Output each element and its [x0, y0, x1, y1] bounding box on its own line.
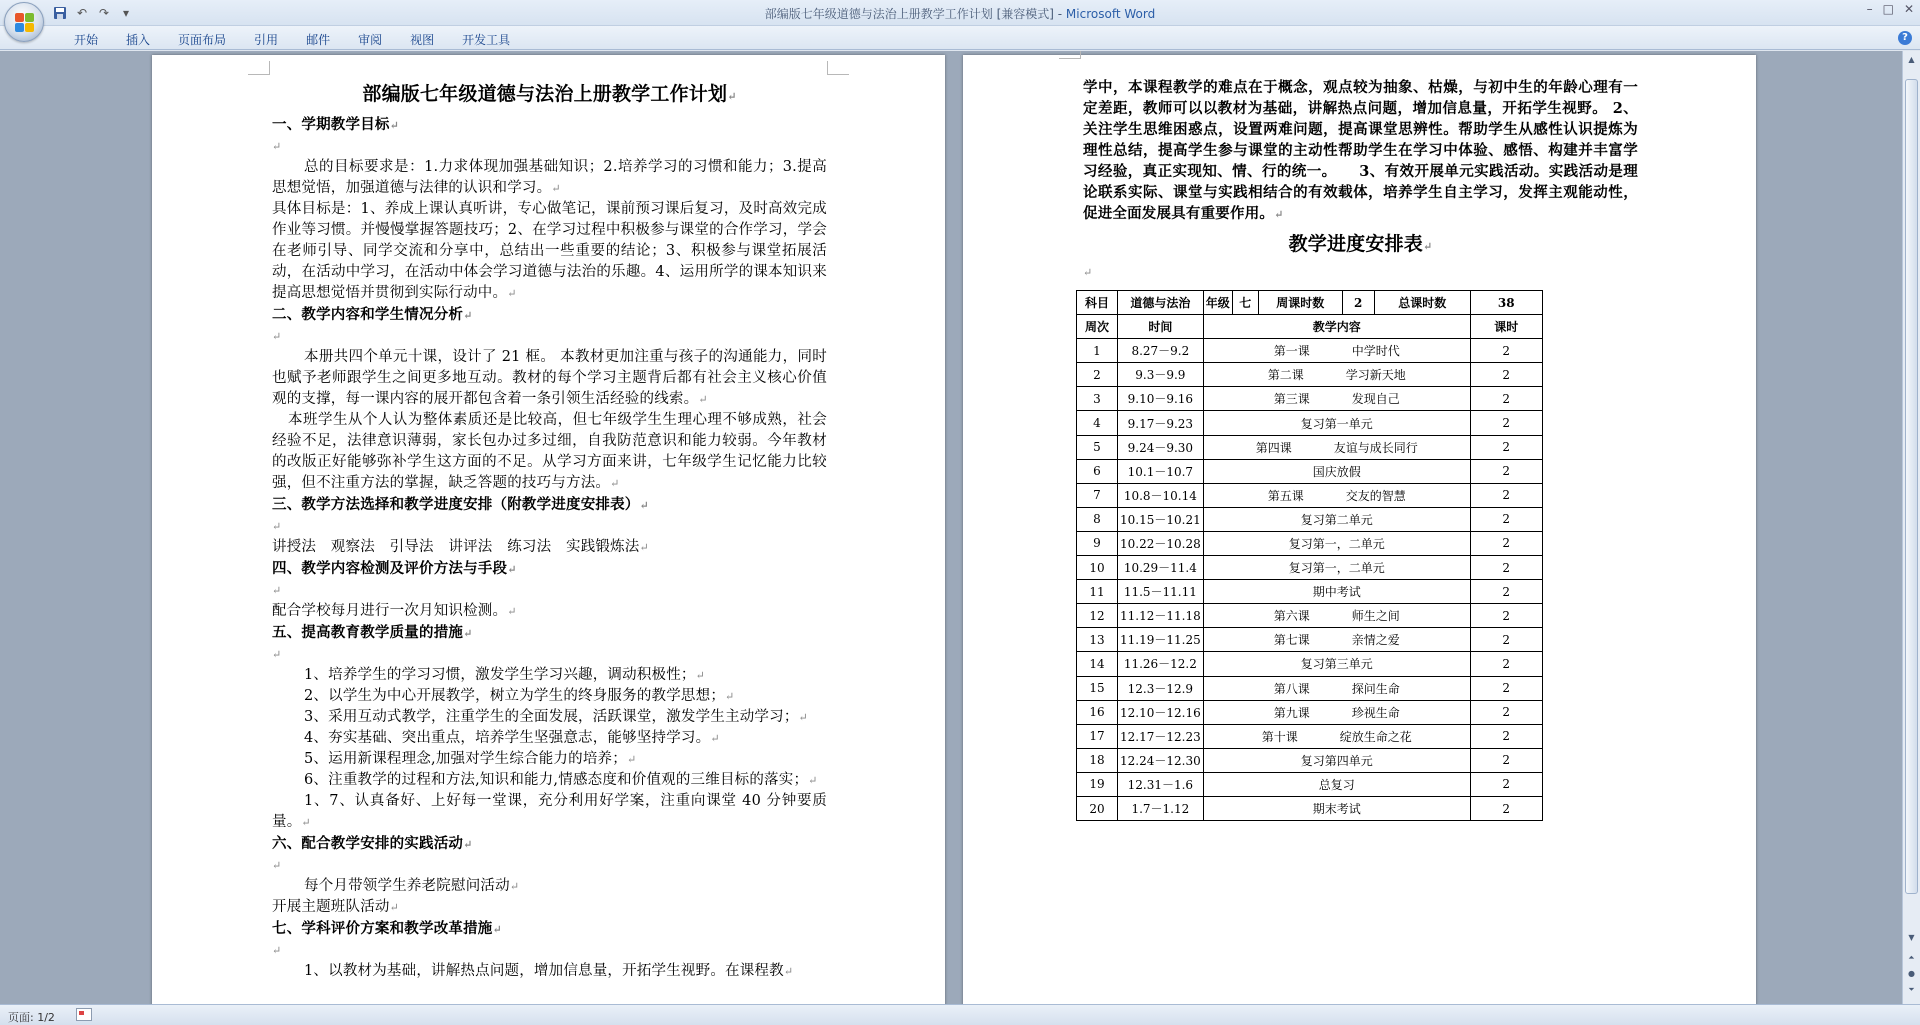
- next-page-icon[interactable]: ⏷: [1908, 985, 1915, 994]
- table-row: [1077, 556, 1543, 580]
- paragraph-mark: ↵: [463, 627, 473, 640]
- select-browse-object-icon[interactable]: ●: [1908, 969, 1915, 978]
- lesson-title: 交友的智慧: [1345, 488, 1406, 503]
- week-cell[interactable]: 16: [1077, 700, 1118, 724]
- office-button[interactable]: [4, 2, 44, 42]
- paragraph-mark: ↵: [783, 965, 794, 978]
- content-cell[interactable]: [1203, 580, 1470, 604]
- header-cell[interactable]: 七: [1232, 291, 1258, 315]
- page-1-body: [272, 79, 827, 982]
- office-logo-icon: [15, 13, 35, 33]
- tab-references[interactable]: 引用: [254, 33, 279, 47]
- lesson-title: 珍视生命: [1351, 705, 1400, 720]
- body-paragraph: [272, 707, 827, 728]
- lesson-title: 绽放生命之花: [1339, 729, 1412, 744]
- lesson-title: 中学时代: [1351, 344, 1400, 359]
- hours-cell[interactable]: 2: [1470, 676, 1542, 700]
- table-header-row: [1077, 291, 1543, 315]
- week-cell[interactable]: 20: [1077, 796, 1118, 820]
- week-cell[interactable]: 3: [1077, 387, 1118, 411]
- lesson-number: 第八课: [1273, 681, 1310, 696]
- empty-paragraph: [272, 326, 827, 347]
- title-text: 部编版七年级道德与法治上册教学工作计划: [362, 83, 728, 105]
- paragraph-text: 1、以教材为基础，讲解热点问题，增加信息量，开拓学生视野。在课程教: [304, 963, 784, 979]
- week-cell[interactable]: 6: [1077, 459, 1118, 483]
- paragraph-mark: ↵: [272, 859, 282, 872]
- content-cell[interactable]: [1203, 652, 1470, 676]
- paragraph-text: 3、采用互动式教学，注重学生的全面发展，活跃课堂，激发学生主动学习；: [304, 709, 799, 725]
- content-cell[interactable]: [1203, 411, 1470, 435]
- empty-paragraph: [272, 580, 827, 601]
- content-cell[interactable]: [1203, 459, 1470, 483]
- week-cell[interactable]: 2: [1077, 363, 1118, 387]
- header-cell[interactable]: 年级: [1203, 291, 1232, 315]
- schedule-title-text: 教学进度安排表: [1288, 233, 1423, 255]
- time-cell[interactable]: 12.17－12.23: [1118, 724, 1204, 748]
- paragraph-mark: ↵: [808, 774, 818, 787]
- macro-recording-icon[interactable]: [76, 1008, 92, 1021]
- time-cell[interactable]: 9.3－9.9: [1118, 363, 1204, 387]
- lesson-number: 期中考试: [1312, 585, 1361, 600]
- document-title-heading: [272, 79, 827, 112]
- paragraph-mark: ↵: [639, 541, 649, 554]
- body-paragraph: [272, 199, 827, 304]
- time-cell[interactable]: 9.17－9.23: [1118, 411, 1204, 435]
- section-heading: [272, 622, 827, 644]
- week-cell[interactable]: 5: [1077, 435, 1118, 459]
- table-row: [1077, 748, 1543, 772]
- hours-cell[interactable]: 2: [1470, 531, 1542, 555]
- content-cell[interactable]: [1203, 339, 1470, 363]
- customize-qat-icon[interactable]: ▾: [122, 6, 130, 20]
- week-cell[interactable]: 10: [1077, 556, 1118, 580]
- hours-cell[interactable]: 2: [1470, 796, 1542, 820]
- paragraph-mark: ↵: [492, 923, 502, 936]
- week-cell[interactable]: 1: [1077, 339, 1118, 363]
- lesson-title: 学习新天地: [1345, 368, 1406, 383]
- content-cell[interactable]: [1203, 628, 1470, 652]
- paragraph-mark: ↵: [272, 520, 282, 533]
- content-cell[interactable]: [1203, 363, 1470, 387]
- table-row: [1077, 628, 1543, 652]
- lesson-title: 亲情之爱: [1351, 633, 1400, 648]
- tab-mailings[interactable]: 邮件: [306, 33, 331, 47]
- content-cell[interactable]: [1203, 435, 1470, 459]
- tab-home[interactable]: 开始: [74, 33, 99, 47]
- time-cell[interactable]: 10.1－10.7: [1118, 459, 1204, 483]
- paragraph-text: 四、教学内容检测及评价方法与手段: [272, 560, 508, 577]
- body-paragraph: [272, 410, 827, 494]
- minimize-button[interactable]: –: [1866, 2, 1873, 16]
- table-row: [1077, 796, 1543, 820]
- week-cell[interactable]: 18: [1077, 748, 1118, 772]
- paragraph-mark: ↵: [1083, 266, 1093, 279]
- time-cell[interactable]: 10.22－10.28: [1118, 531, 1204, 555]
- time-cell[interactable]: 10.29－11.4: [1118, 556, 1204, 580]
- paragraph-mark: ↵: [1422, 240, 1433, 253]
- paragraph-mark: ↵: [610, 477, 620, 490]
- body-paragraph: [272, 791, 827, 833]
- time-cell[interactable]: 9.10－9.16: [1118, 387, 1204, 411]
- content-cell[interactable]: [1203, 772, 1470, 796]
- paragraph-mark: ↵: [272, 330, 282, 343]
- title-bar: [0, 0, 1920, 26]
- content-cell[interactable]: [1203, 483, 1470, 507]
- hours-cell[interactable]: 2: [1470, 363, 1542, 387]
- content-cell[interactable]: [1203, 604, 1470, 628]
- paragraph-mark: ↵: [551, 182, 561, 195]
- paragraph-mark: ↵: [710, 732, 720, 745]
- help-icon[interactable]: ?: [1898, 31, 1912, 45]
- body-paragraph: [272, 601, 827, 622]
- lesson-number: 复习第三单元: [1300, 657, 1373, 672]
- body-paragraph: [272, 728, 827, 749]
- paragraph-text: 本册共四个单元十课，设计了 21 框。 本教材更加注重与孩子的沟通能力，同时也赋予老师跟学生之间更多地互动。教材的每个学习主题背后都有社会主义核心价值观的支撑，每一课内容的展开都包含着一条引领生活经验的线索。: [272, 349, 827, 407]
- paragraph-mark: ↵: [626, 753, 637, 766]
- body-paragraph: [272, 961, 827, 982]
- time-cell[interactable]: 10.8－10.14: [1118, 483, 1204, 507]
- table-row: [1077, 772, 1543, 796]
- week-cell[interactable]: 17: [1077, 724, 1118, 748]
- body-paragraph: [272, 537, 827, 558]
- time-cell[interactable]: 8.27－9.2: [1118, 339, 1204, 363]
- table-row: [1077, 363, 1543, 387]
- page-count[interactable]: 页面: 1/2: [8, 1011, 55, 1024]
- tab-developer[interactable]: 开发工具: [462, 33, 511, 47]
- paragraph-text: 一、学期教学目标: [272, 116, 390, 133]
- maximize-button[interactable]: □: [1882, 2, 1894, 16]
- window-controls: [1867, 2, 1914, 16]
- table-row: [1077, 700, 1543, 724]
- paragraph-text: 本班学生从个人认为整体素质还是比较高，但七年级学生生理心理不够成熟，社会经验不足，法律意识薄弱，家长包办过多过细，自我防范意识和能力较弱。今年教材的改版正好能够弥补学生这方面的不足。从学习方面来讲，七年级学生记忆能力比较强，但不注重方法的掌握，缺乏答题的技巧与方法。: [272, 412, 827, 491]
- paragraph-text: 开展主题班队活动: [272, 899, 390, 915]
- lesson-title: 友谊与成长同行: [1333, 440, 1418, 455]
- window-title: [0, 5, 1920, 22]
- header-cell[interactable]: 科目: [1077, 291, 1118, 315]
- empty-paragraph: [272, 136, 827, 157]
- header-cell[interactable]: 课时: [1470, 315, 1542, 339]
- paragraph-mark: ↵: [463, 309, 473, 322]
- paragraph-mark: ↵: [272, 944, 282, 957]
- paragraph-text: 1、7、认真备好、上好每一堂课，充分利用好学案，注重向课堂 40 分钟要质量。: [272, 793, 827, 830]
- section-heading: [272, 833, 827, 855]
- hours-cell[interactable]: 2: [1470, 652, 1542, 676]
- time-cell[interactable]: 11.12－11.18: [1118, 604, 1204, 628]
- week-cell[interactable]: 12: [1077, 604, 1118, 628]
- hours-cell[interactable]: 2: [1470, 387, 1542, 411]
- crop-mark: [1059, 51, 1081, 59]
- paragraph-text: 6、注重教学的过程和方法,知识和能力,情感态度和价值观的三维目标的落实；: [304, 772, 809, 788]
- content-cell[interactable]: [1203, 507, 1470, 531]
- body-paragraph: [272, 897, 827, 918]
- content-cell[interactable]: [1203, 676, 1470, 700]
- time-cell[interactable]: 10.15－10.21: [1118, 507, 1204, 531]
- app-name: Microsoft Word: [1065, 7, 1156, 21]
- tab-view[interactable]: 视图: [410, 33, 435, 47]
- body-paragraph: [272, 749, 827, 770]
- paragraph-mark: ↵: [727, 90, 737, 103]
- week-cell[interactable]: 4: [1077, 411, 1118, 435]
- week-cell[interactable]: 15: [1077, 676, 1118, 700]
- hours-cell[interactable]: 2: [1470, 411, 1542, 435]
- table-row: [1077, 387, 1543, 411]
- table-row: [1077, 676, 1543, 700]
- hours-cell[interactable]: 2: [1470, 483, 1542, 507]
- week-cell[interactable]: 19: [1077, 772, 1118, 796]
- paragraph-mark: ↵: [272, 140, 282, 153]
- header-cell[interactable]: 38: [1470, 291, 1542, 315]
- scroll-up-icon[interactable]: ▲: [1908, 55, 1915, 64]
- lesson-number: 复习第一单元: [1300, 416, 1373, 431]
- crop-mark: [248, 61, 270, 75]
- hours-cell[interactable]: 2: [1470, 580, 1542, 604]
- time-cell[interactable]: 1.7－1.12: [1118, 796, 1204, 820]
- lesson-number: 第三课: [1273, 392, 1310, 407]
- tab-page-layout[interactable]: 页面布局: [178, 33, 227, 47]
- content-cell[interactable]: [1203, 796, 1470, 820]
- time-cell[interactable]: 12.31－1.6: [1118, 772, 1204, 796]
- continued-paragraph: [1083, 77, 1638, 225]
- document-workspace: [0, 51, 1902, 1004]
- content-cell[interactable]: [1203, 531, 1470, 555]
- paragraph-mark: ↵: [463, 838, 473, 851]
- tab-review[interactable]: 审阅: [358, 33, 383, 47]
- hours-cell[interactable]: 2: [1470, 459, 1542, 483]
- empty-paragraph: [1083, 262, 1638, 283]
- section-heading: [272, 558, 827, 580]
- paragraph-mark: ↵: [725, 690, 735, 703]
- header-cell[interactable]: 道德与法治: [1118, 291, 1204, 315]
- lesson-number: 复习第二单元: [1300, 512, 1373, 527]
- paragraph-mark: ↵: [798, 711, 808, 724]
- hours-cell[interactable]: 2: [1470, 772, 1542, 796]
- document-title: 部编版七年级道德与法治上册教学工作计划 [兼容模式] -: [764, 7, 1066, 21]
- content-cell[interactable]: [1203, 556, 1470, 580]
- time-cell[interactable]: 9.24－9.30: [1118, 435, 1204, 459]
- paragraph-text: 讲授法 观察法 引导法 讲评法 练习法 实践锻炼法: [272, 539, 640, 555]
- paragraph-mark: ↵: [389, 119, 400, 132]
- ribbon-tabs: [60, 29, 524, 50]
- hours-cell[interactable]: 2: [1470, 339, 1542, 363]
- section-heading: [272, 494, 827, 516]
- paragraph-text: 2、以学生为中心开展教学，树立为学生的终身服务的教学思想；: [304, 688, 726, 704]
- table-header-row: [1077, 315, 1543, 339]
- hours-cell[interactable]: 2: [1470, 724, 1542, 748]
- hours-cell[interactable]: 2: [1470, 556, 1542, 580]
- table-row: [1077, 459, 1543, 483]
- empty-paragraph: [272, 644, 827, 665]
- section-heading: [272, 304, 827, 326]
- table-row: [1077, 652, 1543, 676]
- time-cell[interactable]: 11.26－12.2: [1118, 652, 1204, 676]
- lesson-title: 探问生命: [1351, 681, 1400, 696]
- body-paragraph: [272, 770, 827, 791]
- scroll-down-icon[interactable]: ▼: [1908, 933, 1915, 942]
- header-cell[interactable]: 2: [1342, 291, 1374, 315]
- paragraph-text: 总的目标要求是：1.力求体现加强基础知识；2.培养学习的习惯和能力；3.提高思想觉悟，加强道德与法律的认识和学习。: [272, 159, 827, 196]
- paragraph-mark: ↵: [507, 287, 517, 300]
- paragraph-mark: ↵: [509, 880, 520, 893]
- document-page-1[interactable]: [152, 55, 945, 1004]
- previous-page-icon[interactable]: ⏶: [1908, 953, 1915, 962]
- empty-paragraph: [272, 855, 827, 876]
- hours-cell[interactable]: 2: [1470, 748, 1542, 772]
- paragraph-text: 三、教学方法选择和教学进度安排（附教学进度安排表）: [272, 496, 640, 513]
- lesson-number: 复习第一，二单元: [1288, 561, 1385, 576]
- week-cell[interactable]: 11: [1077, 580, 1118, 604]
- paragraph-mark: ↵: [698, 393, 708, 406]
- paragraph-mark: ↵: [639, 499, 649, 512]
- lesson-title: 发现自己: [1351, 392, 1400, 407]
- hours-cell[interactable]: 2: [1470, 628, 1542, 652]
- paragraph-text: 每个月带领学生养老院慰问活动: [304, 878, 510, 894]
- lesson-number: 复习第一，二单元: [1288, 536, 1385, 551]
- table-row: [1077, 531, 1543, 555]
- week-cell[interactable]: 14: [1077, 652, 1118, 676]
- paragraph-text: 4、夯实基础、突出重点，培养学生坚强意志，能够坚持学习。: [304, 730, 711, 746]
- body-paragraph: [272, 876, 827, 897]
- week-cell[interactable]: 8: [1077, 507, 1118, 531]
- content-cell[interactable]: [1203, 387, 1470, 411]
- lesson-number: 第二课: [1267, 368, 1304, 383]
- table-row: [1077, 483, 1543, 507]
- paragraph-mark: ↵: [272, 648, 282, 661]
- status-bar: [0, 1004, 1920, 1025]
- empty-paragraph: [272, 940, 827, 961]
- paragraph-mark: ↵: [507, 563, 517, 576]
- lesson-number: 第一课: [1273, 344, 1310, 359]
- lesson-number: 总复习: [1318, 777, 1355, 792]
- lesson-number: 第七课: [1273, 633, 1310, 648]
- week-cell[interactable]: 7: [1077, 483, 1118, 507]
- header-cell[interactable]: 周课时数: [1258, 291, 1342, 315]
- vertical-scrollbar[interactable]: [1902, 51, 1920, 1004]
- paragraph-mark: ↵: [1274, 208, 1284, 221]
- tab-insert[interactable]: 插入: [126, 33, 151, 47]
- body-paragraph: [272, 686, 827, 707]
- lesson-number: 第五课: [1267, 488, 1304, 503]
- section-heading: [272, 918, 827, 940]
- empty-paragraph: [272, 516, 827, 537]
- body-paragraph: [272, 347, 827, 410]
- lesson-number: 复习第四单元: [1300, 753, 1373, 768]
- header-cell[interactable]: 教学内容: [1203, 315, 1470, 339]
- paragraph-text: 1、培养学生的学习习惯，激发学生学习兴趣，调动积极性；: [304, 667, 696, 683]
- lesson-number: 第九课: [1273, 705, 1310, 720]
- hours-cell[interactable]: 2: [1470, 507, 1542, 531]
- lesson-number: 期末考试: [1312, 802, 1361, 817]
- hours-cell[interactable]: 2: [1470, 700, 1542, 724]
- paragraph-text: 七、学科评价方案和教学改革措施: [272, 920, 493, 937]
- section-heading: [272, 114, 827, 136]
- ribbon: [0, 26, 1920, 50]
- schedule-body: [1077, 339, 1543, 821]
- table-row: [1077, 339, 1543, 363]
- header-cell[interactable]: 时间: [1118, 315, 1204, 339]
- paragraph-mark: ↵: [507, 605, 517, 618]
- time-cell[interactable]: 12.24－12.30: [1118, 748, 1204, 772]
- undo-icon[interactable]: ↶: [76, 6, 88, 20]
- paragraph-text: 配合学校每月进行一次月知识检测。: [272, 603, 508, 619]
- paragraph-mark: ↵: [389, 901, 400, 914]
- lesson-title: 师生之间: [1351, 609, 1400, 624]
- body-paragraph: [272, 157, 827, 199]
- paragraph-mark: ↵: [272, 584, 282, 597]
- schedule-table: [1076, 290, 1543, 821]
- time-cell[interactable]: 12.10－12.16: [1118, 700, 1204, 724]
- paragraph-text: 具体目标是：1、养成上课认真听讲，专心做笔记，课前预习课后复习，及时高效完成作业等习惯。并慢慢掌握答题技巧；2、在学习过程中积极参与课堂的合作学习，学会在老师引导、同学交流和分享中，总结出一些重要的结论；3、积极参与课堂拓展活动，在活动中学习，在活动中体会学习道德与法治的乐趣。4、运用所学的课本知识来提高思想觉悟并贯彻到实际行动中。: [272, 201, 827, 301]
- content-cell[interactable]: [1203, 724, 1470, 748]
- week-cell[interactable]: 13: [1077, 628, 1118, 652]
- paragraph-text: 六、配合教学安排的实践活动: [272, 835, 464, 852]
- redo-icon[interactable]: ↷: [98, 6, 110, 20]
- document-page-2[interactable]: [963, 55, 1756, 1004]
- continued-paragraph-text: 学中，本课程教学的难点在于概念，观点较为抽象、枯燥，与初中生的年龄心理有一定差距，教师可以以教材为基础，讲解热点问题，增加信息量，开拓学生视野。 2、关注学生思维困惑点，设置两难问题，提高课堂思辨性。帮助学生从感性认识提炼为理性总结，提高学生参与课堂的主动性帮助学生在学习中体验、感悟、构建并丰富学习经验，真正实现知、情、行的统一。 3、有效开展单元实践活动。实践活动是理论联系实际、课堂与实践相结合的有效载体，培养学生自主学习，发挥主观能动性，促进全面发展具有重要作用。: [1083, 79, 1638, 222]
- crop-mark: [827, 61, 849, 75]
- week-cell[interactable]: 9: [1077, 531, 1118, 555]
- content-cell[interactable]: [1203, 700, 1470, 724]
- table-row: [1077, 435, 1543, 459]
- lesson-number: 国庆放假: [1312, 464, 1361, 479]
- schedule-title: [1083, 229, 1638, 262]
- time-cell[interactable]: 12.3－12.9: [1118, 676, 1204, 700]
- table-row: [1077, 604, 1543, 628]
- body-paragraph: [272, 665, 827, 686]
- table-row: [1077, 580, 1543, 604]
- time-cell[interactable]: 11.5－11.11: [1118, 580, 1204, 604]
- header-cell[interactable]: 总课时数: [1374, 291, 1470, 315]
- content-cell[interactable]: [1203, 748, 1470, 772]
- table-row: [1077, 411, 1543, 435]
- header-cell[interactable]: 周次: [1077, 315, 1118, 339]
- scrollbar-thumb[interactable]: [1905, 79, 1918, 894]
- hours-cell[interactable]: 2: [1470, 604, 1542, 628]
- paragraph-text: 二、教学内容和学生情况分析: [272, 306, 464, 323]
- lesson-number: 第四课: [1255, 440, 1292, 455]
- table-row: [1077, 507, 1543, 531]
- close-button[interactable]: ✕: [1903, 2, 1914, 16]
- paragraph-mark: ↵: [695, 669, 706, 682]
- paragraph-mark: ↵: [301, 816, 311, 829]
- table-row: [1077, 724, 1543, 748]
- hours-cell[interactable]: 2: [1470, 435, 1542, 459]
- lesson-number: 第六课: [1273, 609, 1310, 624]
- paragraph-text: 5、运用新课程理念,加强对学生综合能力的培养；: [304, 751, 627, 767]
- page-2-body: [1083, 77, 1638, 283]
- lesson-number: 第十课: [1261, 729, 1298, 744]
- time-cell[interactable]: 11.19－11.25: [1118, 628, 1204, 652]
- paragraph-text: 五、提高教育教学质量的措施: [272, 624, 464, 641]
